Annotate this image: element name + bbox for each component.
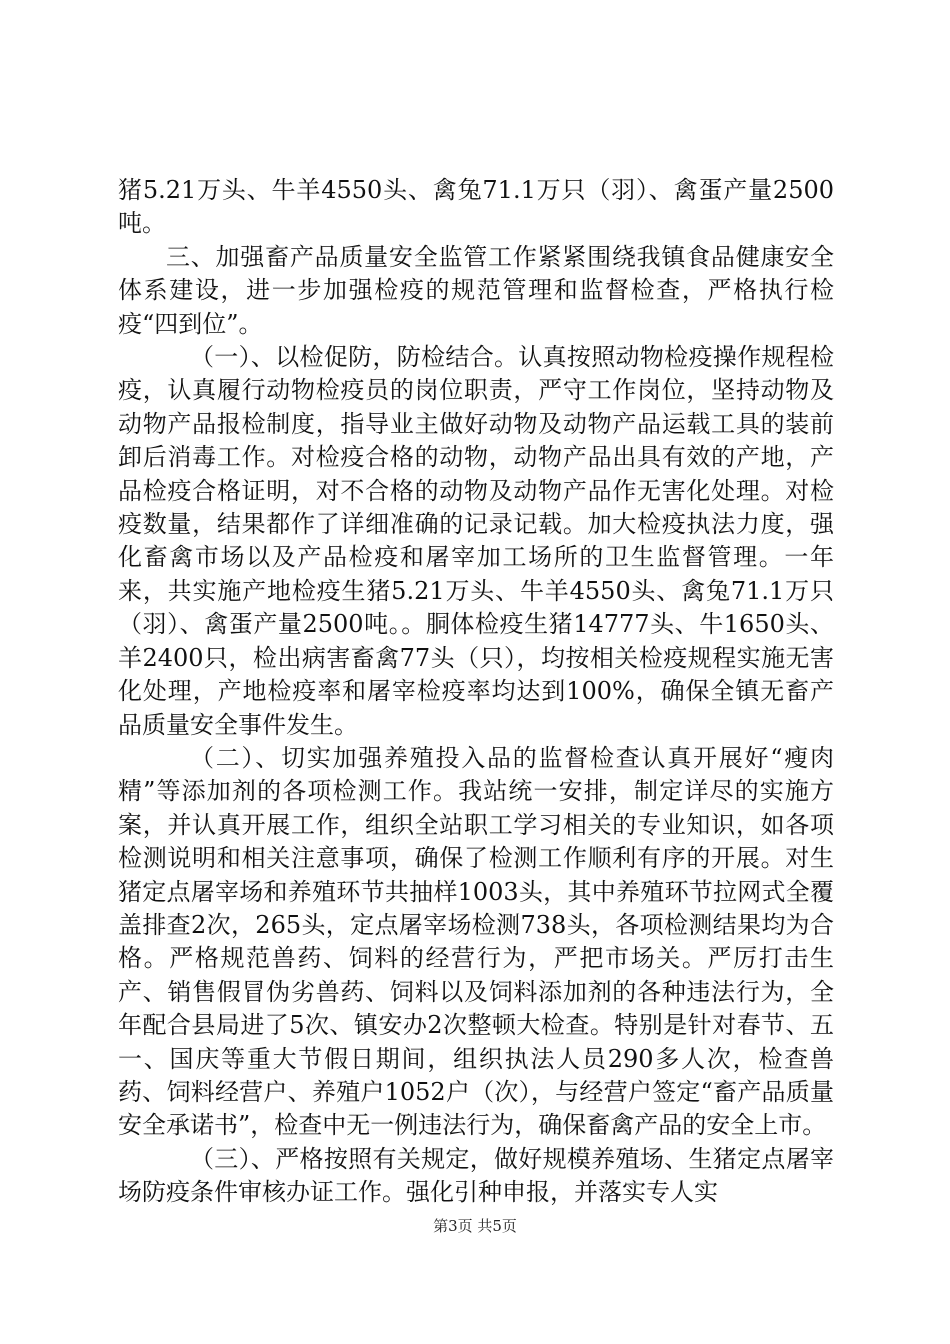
- paragraph-item-two: （二）、切实加强养殖投入品的监督检查认真开展好“瘦肉精”等添加剂的各项检测工作。我站统一安排，制定详尽的实施方案，并认真开展工作，组织全站职工学习相关的专业知识，如各项检测说明和相关注意事项，确保了检测工作顺利有序的开展。对生猪定点屠宰场和养殖环节共抽样1003头，其中养殖环节拉网式全覆盖排查2次，265头，定点屠宰场检测738头，各项检测结果均为合格。严格规范兽药、饲料的经营行为，严把市场关。严厉打击生产、销售假冒伪劣兽药、饲料以及饲料添加剂的各种违法行为，全年配合县局进了5次、镇安办2次整顿大检查。特别是针对春节、五一、国庆等重大节假日期间，组织执法人员290多人次，检查兽药、饲料经营户、养殖户1052户（次），与经营户签定“畜产品质量安全承诺书”，检查中无一例违法行为，确保畜禽产品的安全上市。: [118, 743, 834, 1140]
- paragraph-continuation: 猪5.21万头、牛羊4550头、禽兔71.1万只（羽）、禽蛋产量2500吨。: [118, 176, 834, 238]
- page-footer: 第3页 共5页: [433, 1217, 517, 1235]
- document-body: [118, 174, 834, 1210]
- paragraph-item-one: （一）、以检促防，防检结合。认真按照动物检疫操作规程检疫，认真履行动物检疫员的岗位职责，严守工作岗位，坚持动物及动物产品报检制度，指导业主做好动物及动物产品运载工具的装前卸后消毒工作。对检疫合格的动物，动物产品出具有效的产地，产品检疫合格证明，对不合格的动物及动物产品作无害化处理。对检疫数量，结果都作了详细准确的记录记载。加大检疫执法力度，强化畜禽市场以及产品检疫和屠宰加工场所的卫生监督管理。一年来，共实施产地检疫生猪5.21万头、牛羊4550头、禽兔71.1万只（羽）、禽蛋产量2500吨。。胴体检疫生猪14777头、牛1650头、羊2400只，检出病害畜禽77头（只），均按相关检疫规程实施无害化处理，产地检疫率和屠宰检疫率均达到100%，确保全镇无畜产品质量安全事件发生。: [118, 343, 834, 739]
- paragraph-section-three: 三、加强畜产品质量安全监管工作紧紧围绕我镇食品健康安全体系建设，进一步加强检疫的规范管理和监督检查，严格执行检疫“四到位”。: [118, 242, 834, 338]
- paragraph-item-three: （三）、严格按照有关规定，做好规模养殖场、生猪定点屠宰场防疫条件审核办证工作。强化引种申报，并落实专人实: [118, 1144, 834, 1207]
